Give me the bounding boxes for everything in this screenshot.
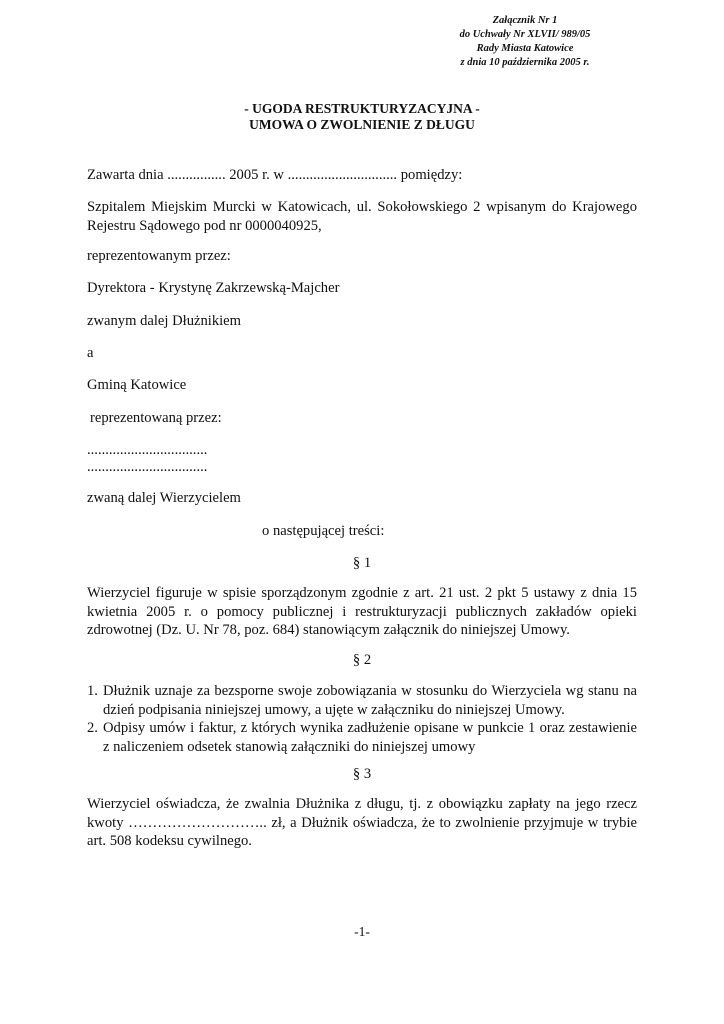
list-item-number: 1.: [87, 683, 98, 699]
debtor-party-paragraph: Szpitalem Miejskim Murcki w Katowicach, ul. Sokołowskiego 2 wpisanym do Krajowego Rejestru Sądowego pod nr 0000040925,: [87, 199, 637, 234]
attachment-note: [440, 14, 610, 70]
title-line-2: UMOWA O ZWOLNIENIE Z DŁUGU: [249, 117, 475, 132]
creditor-represented-by-label: reprezentowaną przez:: [90, 410, 222, 426]
represented-by-label: reprezentowanym przez:: [87, 248, 231, 264]
page-number: -1-: [354, 924, 370, 939]
list-item-text: Dłużnik uznaje za bezsporne swoje zobowiązania w stosunku do Wierzyciela wg stanu na dzień podpisania niniejszej umowy, a ujęte w załączniku do niniejszej Umowy.: [103, 683, 637, 718]
and-line: a: [87, 345, 94, 361]
list-item-number: 2.: [87, 720, 98, 736]
title-line-1: - UGODA RESTRUKTURYZACYJNA -: [244, 101, 480, 116]
attachment-note-line-3: Rady Miasta Katowice: [476, 43, 574, 54]
signatory-blank-1: .................................: [87, 442, 208, 458]
section-2-heading: § 2: [352, 652, 372, 668]
section-1-heading: § 1: [352, 555, 372, 571]
section-2-list: [87, 682, 637, 756]
attachment-note-line-4: z dnia 10 października 2005 r.: [460, 57, 590, 68]
attachment-note-line-1: Załącznik Nr 1: [492, 15, 558, 26]
list-item: [87, 682, 637, 719]
section-3-heading: § 3: [352, 766, 372, 782]
creditor-called-line: zwaną dalej Wierzycielem: [87, 490, 241, 506]
director-line: Dyrektora - Krystynę Zakrzewską-Majcher: [87, 280, 340, 296]
section-3-text: Wierzyciel oświadcza, że zwalnia Dłużnika z długu, tj. z obowiązku zapłaty na jego rzecz kwoty ……………………….. zł, a Dłużnik oświadcza, że to zwolnienie przyjmuje w trybie art. 508 kodeksu cywilnego.: [87, 796, 637, 849]
document-title: [87, 101, 637, 133]
debtor-called-line: zwanym dalej Dłużnikiem: [87, 313, 241, 329]
list-item: [87, 719, 637, 756]
creditor-party-line: Gminą Katowice: [87, 377, 187, 393]
section-1-text: Wierzyciel figuruje w spisie sporządzonym zgodnie z art. 21 ust. 2 pkt 5 ustawy z dnia 15 kwietnia 2005 r. o pomocy publicznej i restrukturyzacji publicznych zakładów opieki zdrowotnej (Dz. U. Nr 78, poz. 684) stanowiącym załącznik do niniejszej Umowy.: [87, 585, 637, 638]
following-content-line: o następującej treści:: [262, 523, 385, 539]
list-item-text: Odpisy umów i faktur, z których wynika zadłużenie opisane w punkcie 1 oraz zestawienie z naliczeniem odsetek stanowią załączniki do niniejszej umowy: [103, 720, 637, 755]
signatory-blank-2: .................................: [87, 459, 208, 475]
attachment-note-line-2: do Uchwały Nr XLVII/ 989/05: [459, 29, 591, 40]
concluded-paragraph: Zawarta dnia ................ 2005 r. w .............................. pomiędzy:: [87, 167, 463, 183]
